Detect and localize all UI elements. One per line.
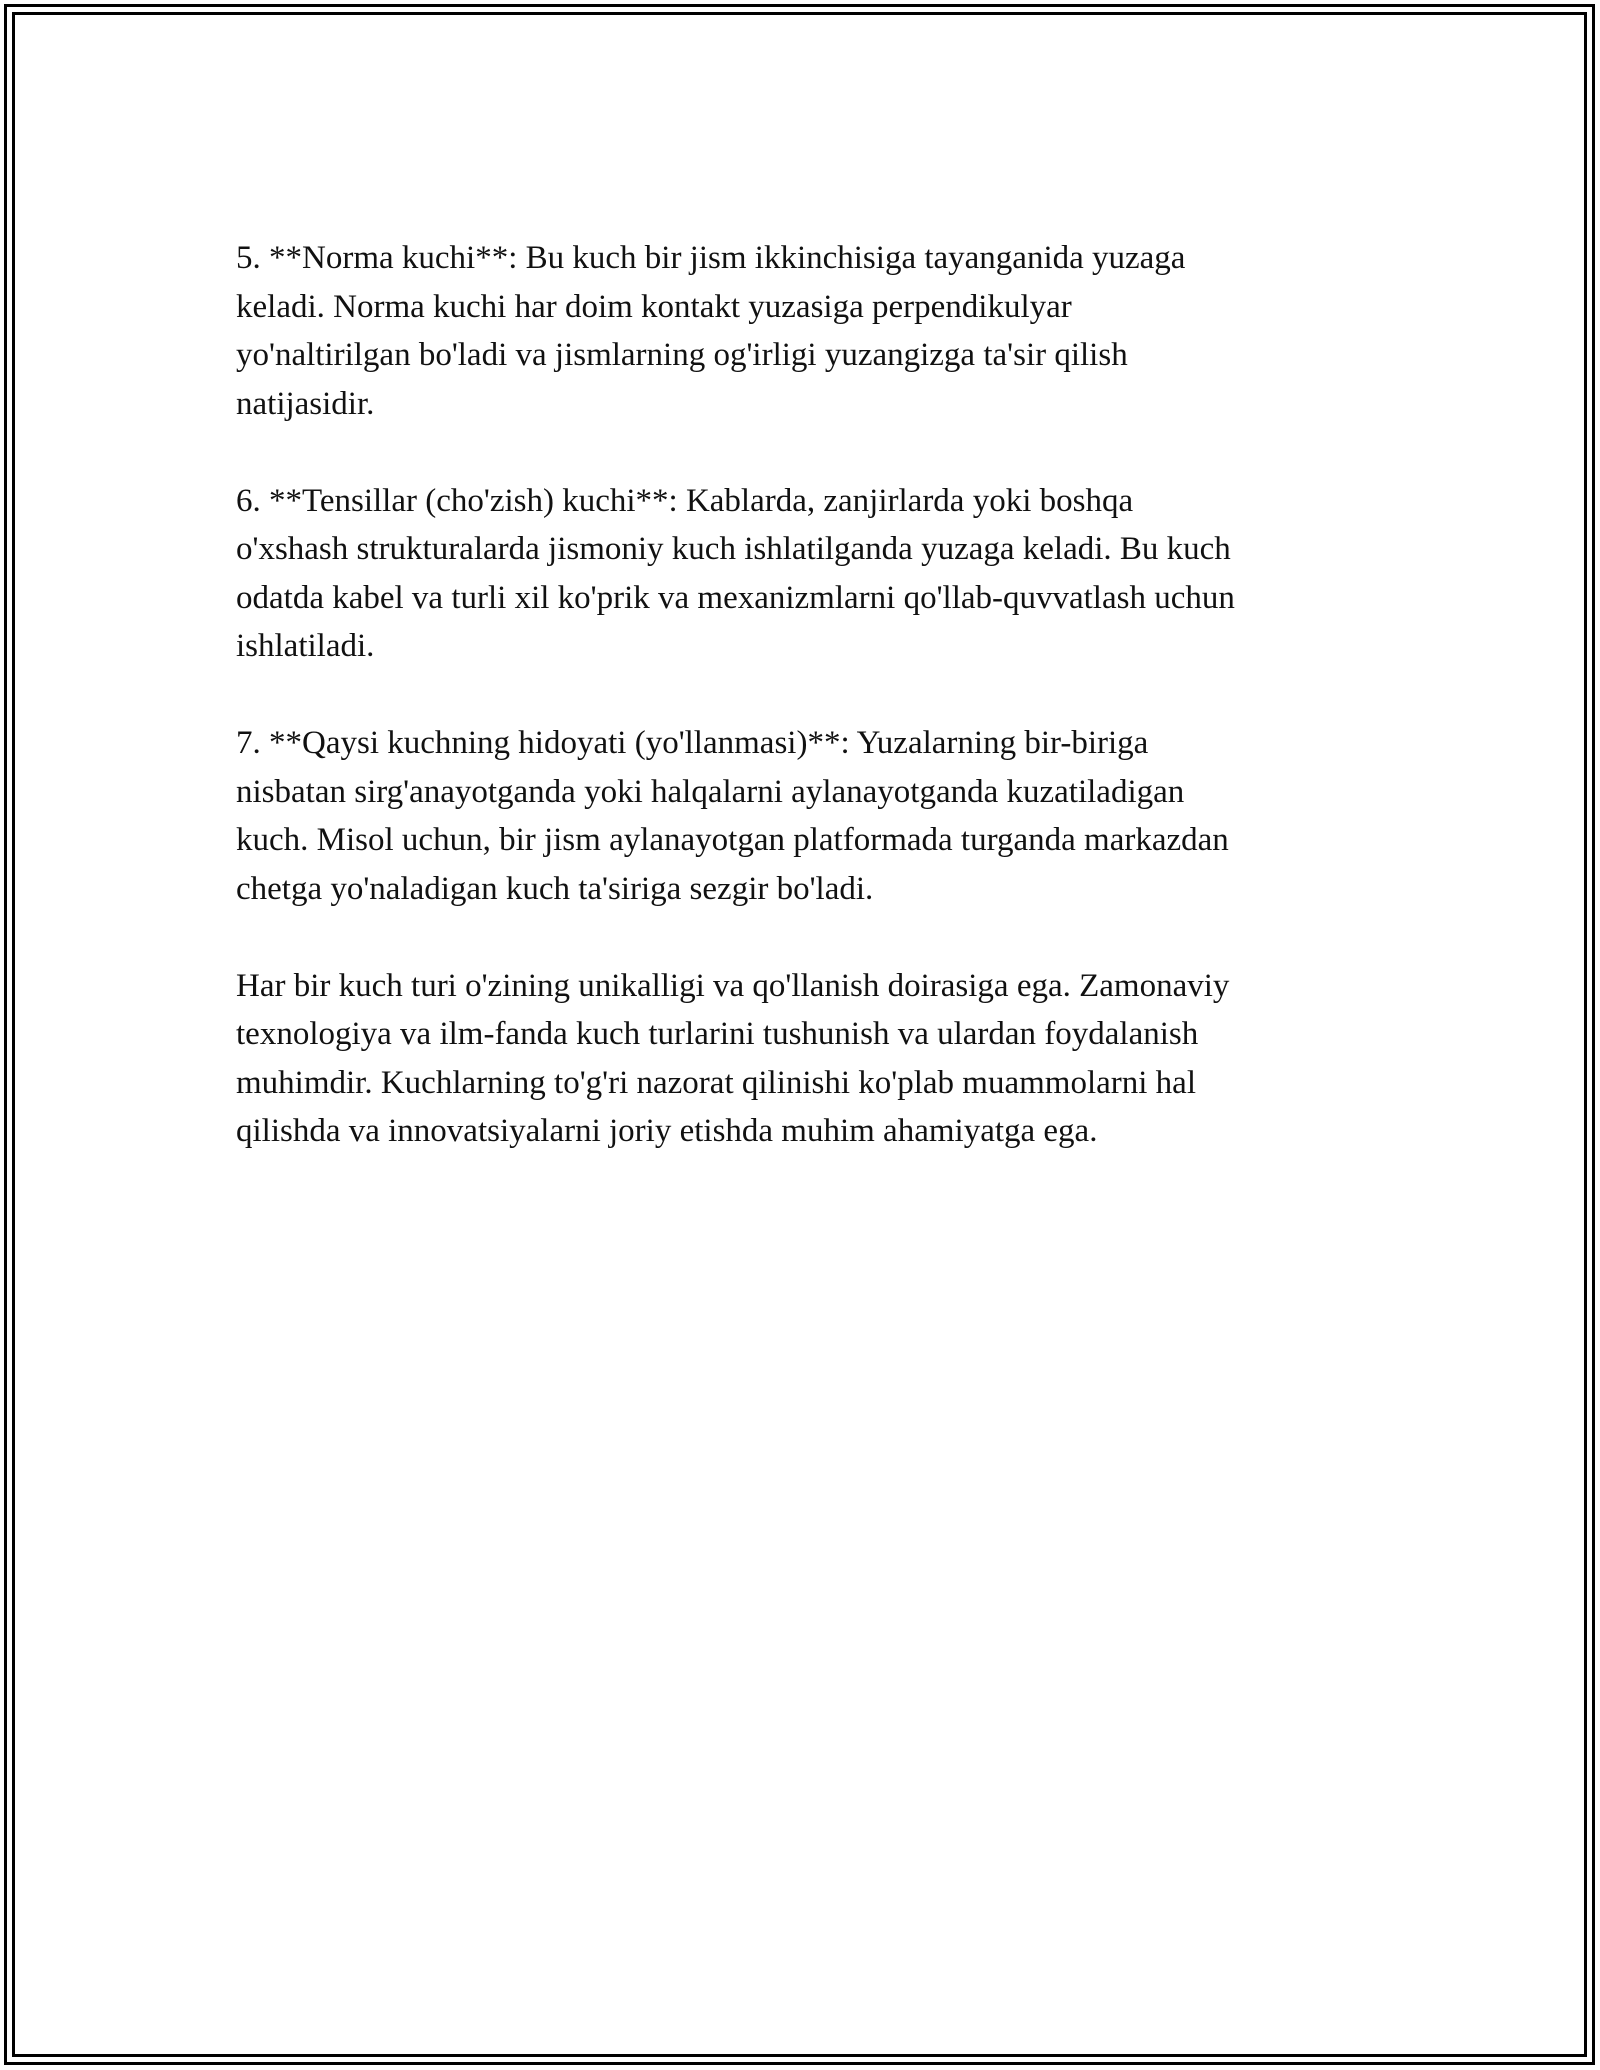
paragraph-tension-force [236,477,1366,671]
text-line: qilishda va innovatsiyalarni joriy etishda muhim ahamiyatga ega. [236,1113,1098,1149]
text-line: nisbatan sirg'anayotganda yoki halqalarni aylanayotganda kuzatiladigan [236,773,1185,810]
paragraph-conclusion [236,962,1366,1156]
text-line: ishlatiladi. [236,628,375,664]
text-line: 6. **Tensillar (cho'zish) kuchi**: Kablarda, zanjirlarda yoki boshqa [236,482,1134,519]
document-body [236,234,1366,1204]
text-line: natijasidir. [236,385,375,422]
text-line: odatda kabel va turli xil ko'prik va mexanizmlarni qo'llab-quvvatlash uchun [236,579,1235,616]
text-line: 7. **Qaysi kuchning hidoyati (yo'llanmasi)**: Yuzalarning bir-biriga [236,725,1149,761]
text-line: keladi. Norma kuchi har doim kontakt yuzasiga perpendikulyar [236,288,1072,325]
paragraph-centrifugal-force [236,719,1366,913]
text-line: chetga yo'naladigan kuch ta'siriga sezgir bo'ladi. [236,870,874,907]
text-line: 5. **Norma kuchi**: Bu kuch bir jism ikkinchisiga tayanganida yuzaga [236,240,1186,276]
text-line: kuch. Misol uchun, bir jism aylanayotgan platformada turganda markazdan [236,822,1229,858]
text-line: texnologiya va ilm-fanda kuch turlarini tushunish va ulardan foydalanish [236,1016,1199,1052]
paragraph-normal-force [236,234,1366,428]
text-line: Har bir kuch turi o'zining unikalligi va qo'llanish doirasiga ega. Zamonaviy [236,967,1230,1004]
text-line: o'xshash strukturalarda jismoniy kuch ishlatilganda yuzaga keladi. Bu kuch [236,531,1231,567]
text-line: yo'naltirilgan bo'ladi va jismlarning og'irligi yuzangizga ta'sir qilish [236,337,1128,373]
text-line: muhimdir. Kuchlarning to'g'ri nazorat qilinishi ko'plab muammolarni hal [236,1064,1196,1101]
